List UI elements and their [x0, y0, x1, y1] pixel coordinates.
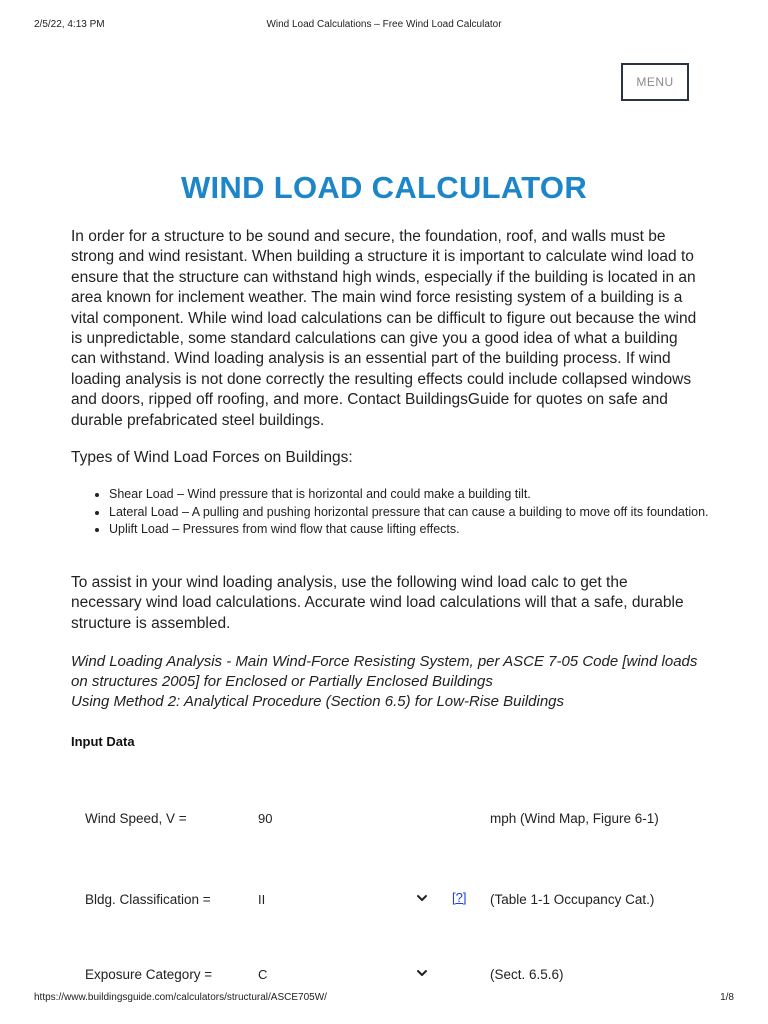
method-description: [71, 652, 711, 712]
exposure-category-ref: (Sect. 6.5.6): [490, 967, 564, 982]
print-page-number: 1/8: [720, 992, 734, 1003]
page-title: WIND LOAD CALCULATOR: [180, 170, 588, 205]
exposure-category-label: Exposure Category =: [85, 967, 213, 982]
intro-paragraph: In order for a structure to be sound and secure, the foundation, roof, and walls must be strong and wind resistant. When building a structure it is important to calculate wind load to ensure that the structure can withstand high winds, especially if the building is located in an area known for inclement weather. The main wind force resisting system of a building is a vital component. While wind load calculations can be difficult to figure out because the wind is unpredictable, some standard calculations can give you a good idea of what a building can withstand. Wind loading analysis is an essential part of the building process. If wind loading analysis is not done correctly the resulting effects could include collapsed windows and doors, ripped off roofing, and more. Contact BuildingsGuide for quotes on safe and durable prefabricated steel buildings.: [71, 228, 697, 429]
chevron-down-icon[interactable]: [415, 966, 429, 980]
exposure-category-select[interactable]: C: [258, 967, 268, 982]
bldg-classification-ref: (Table 1-1 Occupancy Cat.): [490, 892, 655, 907]
print-datetime: 2/5/22, 4:13 PM: [34, 19, 105, 30]
list-item: • Lateral Load – A pulling and pushing horizontal pressure that can cause a building to move off its foundation.: [109, 504, 709, 522]
menu-button[interactable]: MENU: [621, 63, 689, 101]
wind-speed-unit: mph (Wind Map, Figure 6-1): [490, 811, 659, 826]
method-line: Wind Loading Analysis - Main Wind-Force Resisting System, per ASCE 7-05 Code [wind loads: [71, 653, 698, 670]
print-page-title: Wind Load Calculations – Free Wind Load Calculator: [266, 19, 502, 30]
assist-paragraph: To assist in your wind loading analysis, use the following wind load calc to get the necessary wind load calculations. Accurate wind load calculations will that a safe, durable structure is assembled.: [71, 574, 684, 632]
list-item: • Uplift Load – Pressures from wind flow that cause lifting effects.: [109, 521, 709, 539]
classification-help-link[interactable]: [?]: [452, 890, 467, 905]
list-item: • Shear Load – Wind pressure that is horizontal and could make a building tilt.: [109, 486, 709, 504]
bldg-classification-label: Bldg. Classification =: [85, 892, 211, 907]
print-header: [0, 19, 768, 33]
types-heading: Types of Wind Load Forces on Buildings:: [71, 449, 353, 466]
bldg-classification-select[interactable]: II: [258, 892, 266, 907]
print-footer: [0, 992, 768, 1006]
force-list: [71, 486, 709, 539]
input-data-heading: Input Data: [71, 734, 135, 749]
method-line: on structures 2005] for Enclosed or Partially Enclosed Buildings: [71, 673, 493, 690]
print-url: https://www.buildingsguide.com/calculators/structural/ASCE705W/: [34, 992, 327, 1003]
wind-speed-input[interactable]: 90: [258, 811, 273, 826]
wind-speed-label: Wind Speed, V =: [85, 811, 187, 826]
method-line: Using Method 2: Analytical Procedure (Section 6.5) for Low-Rise Buildings: [71, 693, 565, 710]
chevron-down-icon[interactable]: [415, 891, 429, 905]
